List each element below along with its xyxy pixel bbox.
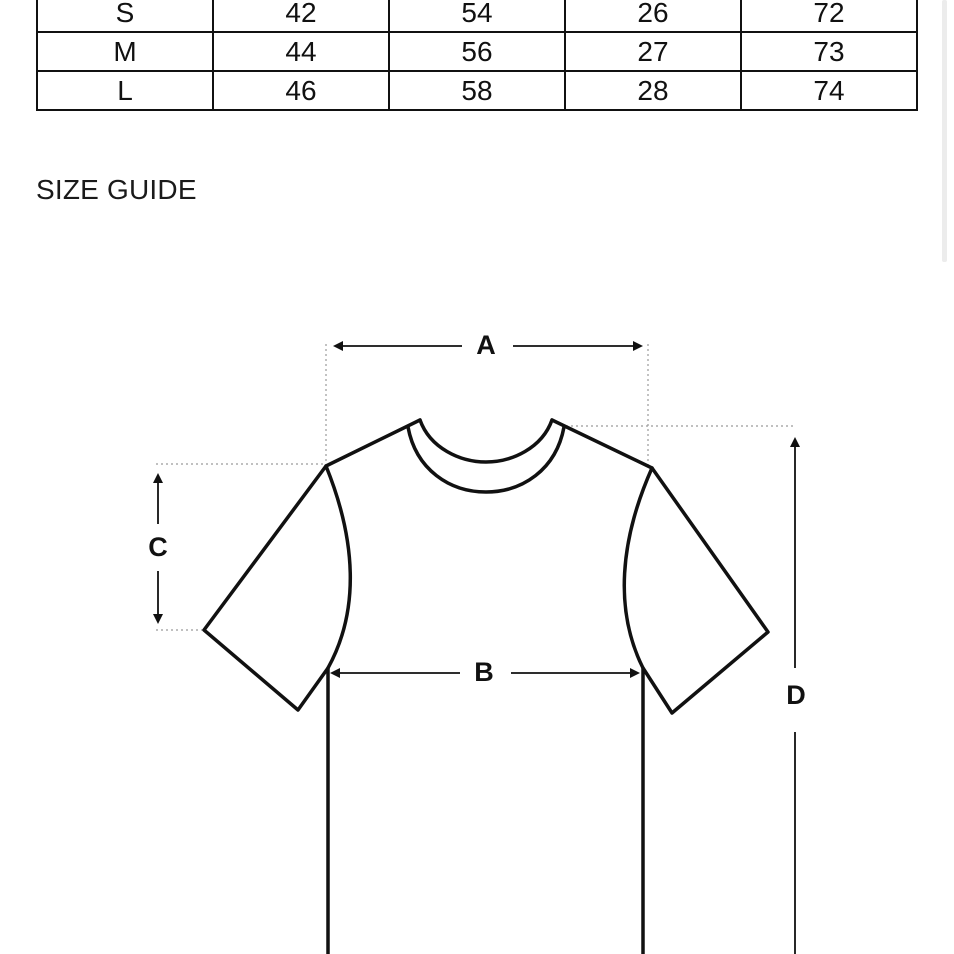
measure-b-arrow-left (330, 668, 340, 678)
measure-a-arrow-right (633, 341, 643, 351)
size-label-cell: S (37, 0, 213, 32)
measurement-cell: 56 (389, 32, 565, 71)
measurement-cell: 44 (213, 32, 389, 71)
label-a: A (476, 330, 496, 360)
measurement-cell: 26 (565, 0, 741, 32)
measurement-cell: 28 (565, 71, 741, 110)
measure-b (330, 657, 640, 687)
size-guide-title: SIZE GUIDE (36, 174, 197, 205)
measurement-cell: 58 (389, 71, 565, 110)
measure-d (786, 437, 806, 954)
underarm-curve-right (624, 468, 652, 668)
tshirt-outline (204, 420, 768, 954)
size-label-cell: M (37, 32, 213, 71)
label-b: B (474, 657, 494, 687)
measure-b-arrow-right (630, 668, 640, 678)
measure-c-arrow-bottom (153, 614, 163, 624)
underarm-curve-left (326, 466, 350, 668)
measurement-cell: 42 (213, 0, 389, 32)
tshirt-body-outline (204, 420, 768, 954)
measure-a-arrow-left (333, 341, 343, 351)
size-label-cell: L (37, 71, 213, 110)
measurement-cell: 54 (389, 0, 565, 32)
neckline-outer (420, 420, 552, 462)
measurement-cell: 27 (565, 32, 741, 71)
measure-c (148, 473, 168, 624)
measurement-cell: 46 (213, 71, 389, 110)
measurement-cell: 73 (741, 32, 917, 71)
measure-d-arrow-top (790, 437, 800, 447)
measurement-cell: 72 (741, 0, 917, 32)
measurement-cell: 74 (741, 71, 917, 110)
label-c: C (148, 532, 168, 562)
label-d: D (786, 680, 806, 710)
measure-c-arrow-top (153, 473, 163, 483)
guide-lines (156, 344, 796, 630)
measure-a (333, 330, 643, 360)
